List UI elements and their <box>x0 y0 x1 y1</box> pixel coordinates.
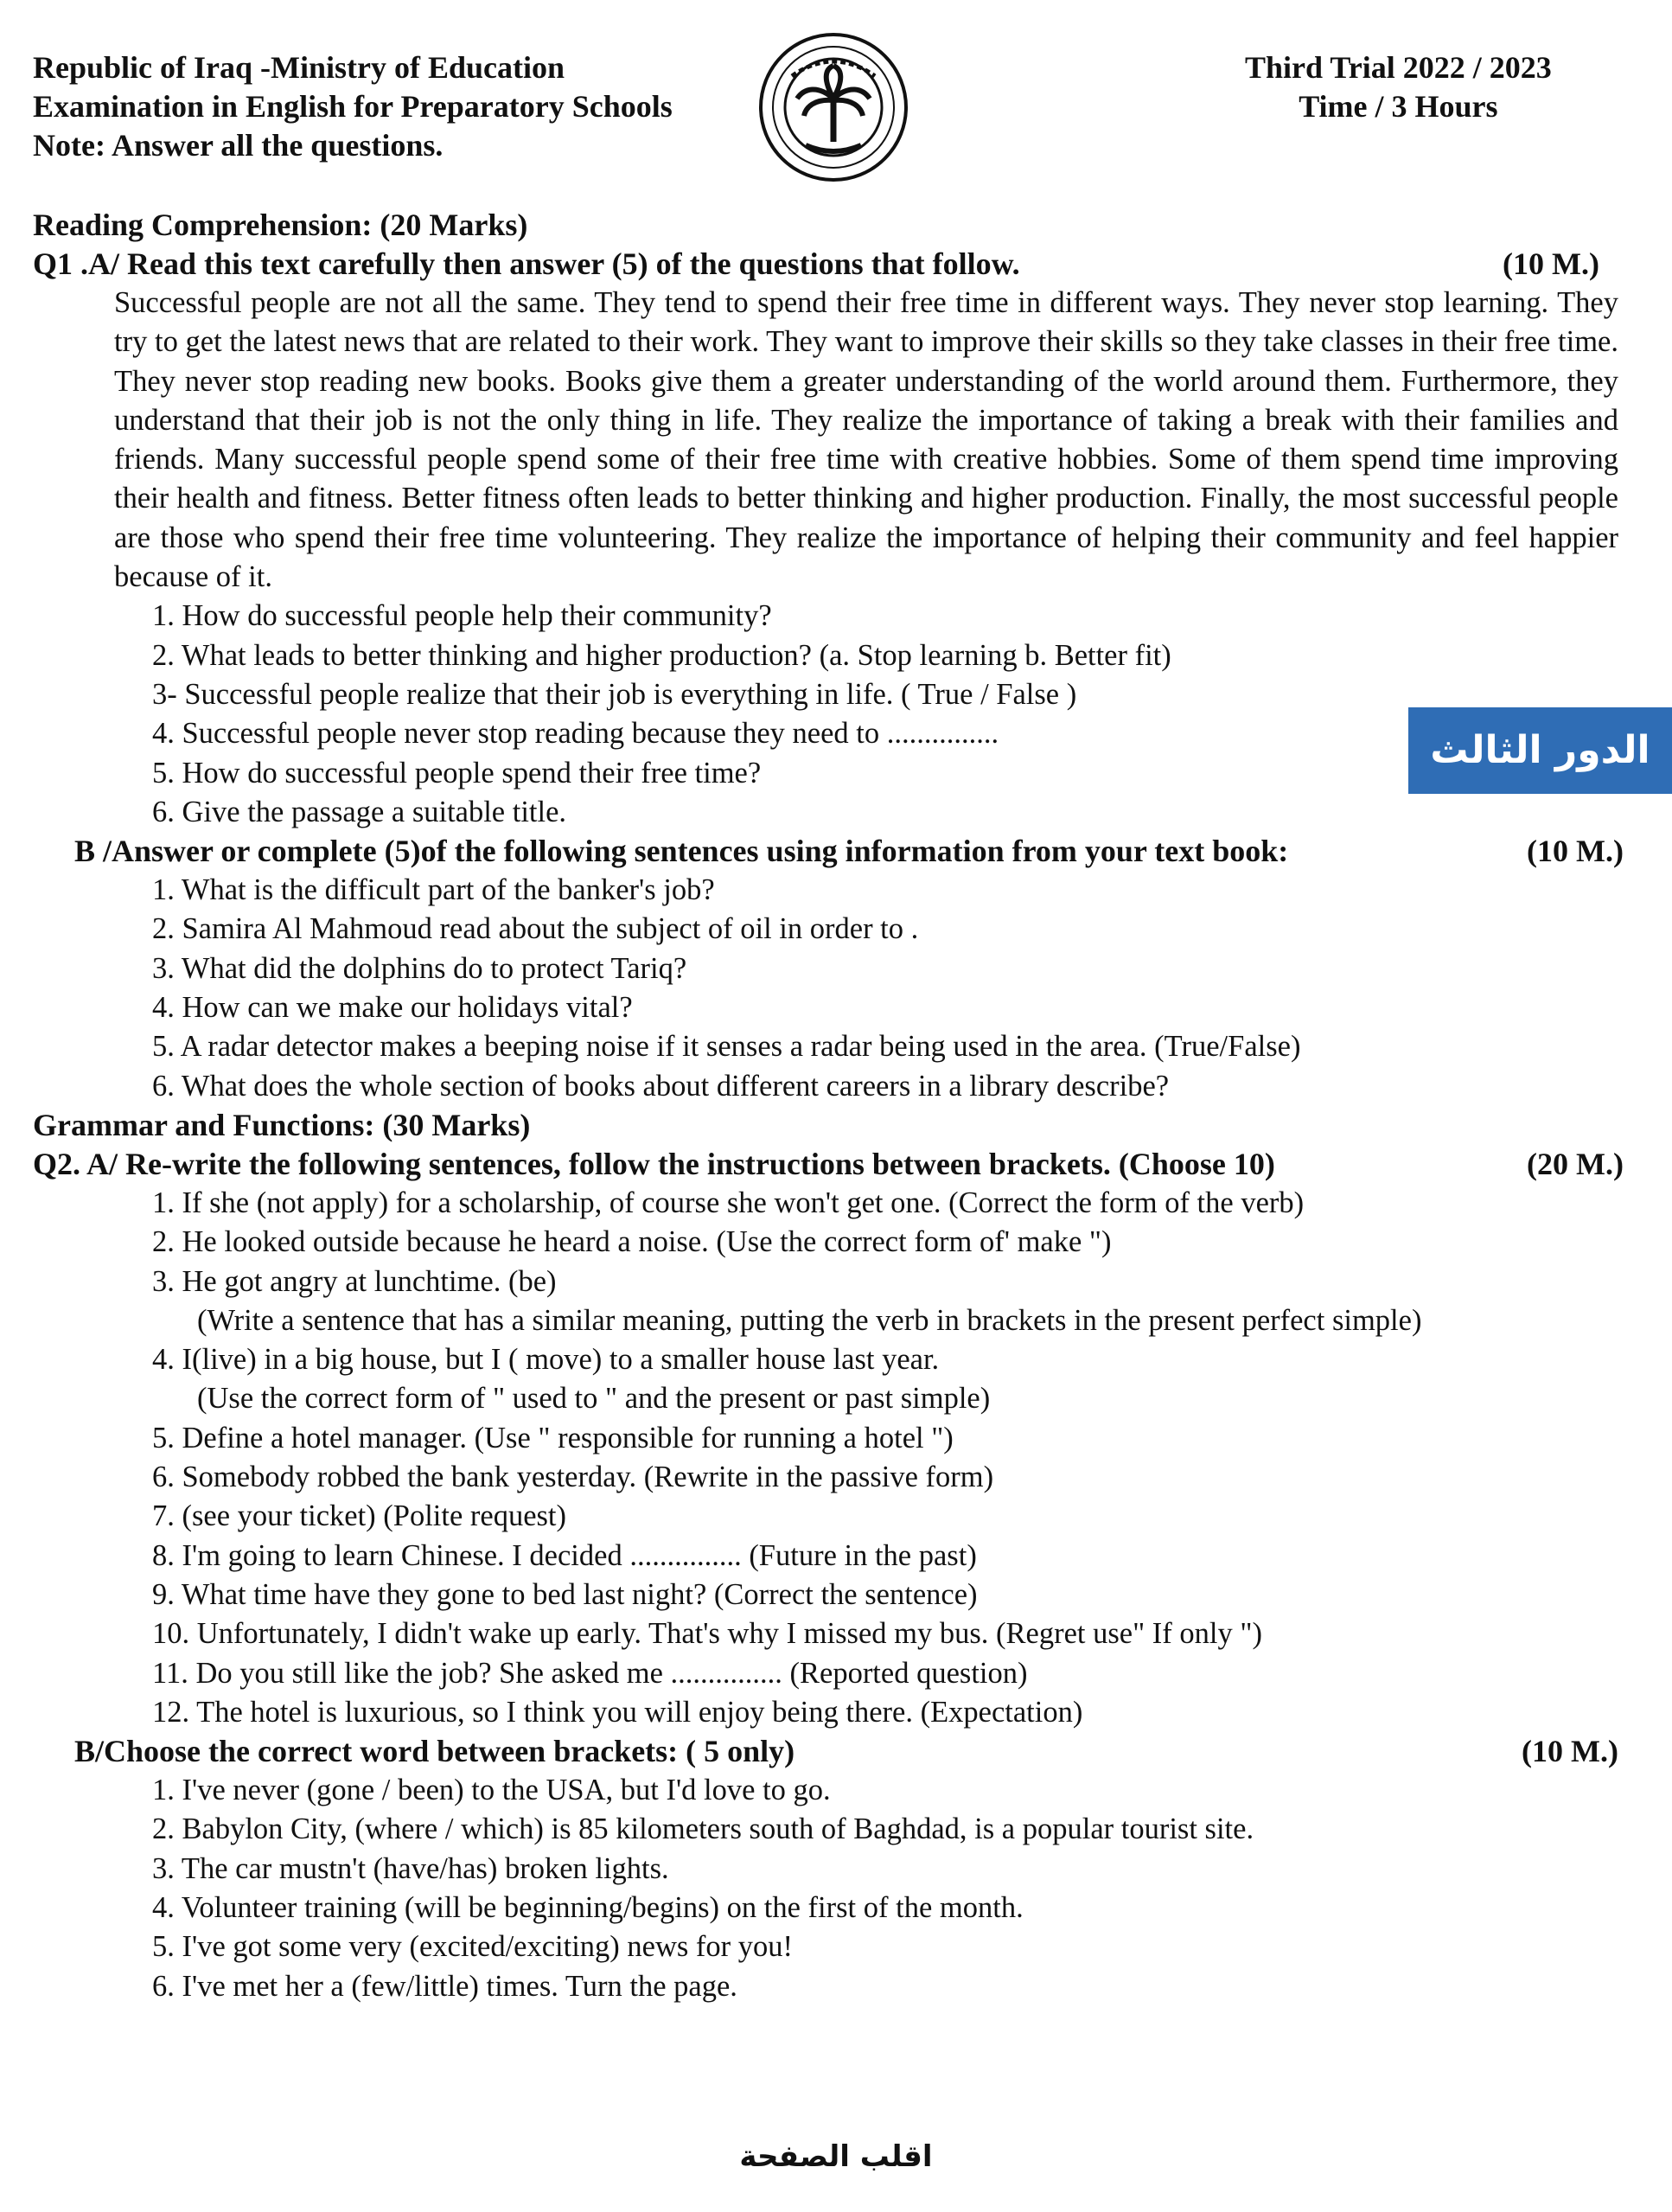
q2b-heading <box>33 1732 1639 1771</box>
question-item: 6. I've met her a (few/little) times. Turn the page. <box>152 1969 737 2003</box>
question-item: 2. Samira Al Mahmoud read about the subject of oil in order to . <box>152 912 919 946</box>
question-item: 3. What did the dolphins do to protect Tariq? <box>152 951 687 985</box>
question-instruction: (Write a sentence that has a similar meaning, putting the verb in brackets in the present perfect simple) <box>197 1303 1422 1337</box>
q2a-heading-text: Q2. A/ Re-write the following sentences, follow the instructions between brackets. (Choose 10) <box>33 1146 1275 1181</box>
question-item: 3- Successful people realize that their job is everything in life. ( True / False ) <box>152 677 1077 711</box>
question-text: 4. I(live) in a big house, but I ( move) to a smaller house last year. <box>152 1343 940 1377</box>
q2a-questions <box>33 1184 1639 1732</box>
question-item: 1. What is the difficult part of the banker's job? <box>152 873 715 907</box>
trial-label: Third Trial 2022 / 2023 <box>1245 50 1552 85</box>
question-item: 2. Babylon City, (where / which) is 85 kilometers south of Baghdad, is a popular tourist site. <box>152 1812 1254 1846</box>
header-note: Note: Answer all the questions. <box>33 128 444 163</box>
q1a-questions <box>33 597 1639 832</box>
question-item: 4. Successful people never stop reading because they need to ............... <box>152 717 999 751</box>
question-item: 1. If she (not apply) for a scholarship, of course she won't get one. (Correct the form of the verb) <box>152 1186 1305 1219</box>
header-ministry: Republic of Iraq -Ministry of Education <box>33 50 565 85</box>
question-item: 10. Unfortunately, I didn't wake up early. That's why I missed my bus. (Regret use" If only ") <box>152 1617 1262 1651</box>
question-item: 2. He looked outside because he heard a noise. (Use the correct form of' make ") <box>152 1225 1112 1259</box>
question-text: 3. He got angry at lunchtime. (be) <box>152 1264 557 1298</box>
q2b-heading-text: B/Choose the correct word between brackets: ( 5 only) <box>74 1734 795 1769</box>
q2a-marks: (20 M.) <box>1527 1146 1624 1181</box>
q1a-marks: (10 M.) <box>1503 246 1599 281</box>
question-item: 2. What leads to better thinking and higher production? (a. Stop learning b. Better fit) <box>152 638 1171 672</box>
q2b-marks: (10 M.) <box>1522 1734 1618 1769</box>
exam-header <box>33 48 673 165</box>
q1a-heading <box>33 245 1639 284</box>
question-instruction: (Use the correct form of " used to " and the present or past simple) <box>197 1382 991 1416</box>
question-item: 3. The car mustn't (have/has) broken lights. <box>152 1851 669 1885</box>
question-item: 6. Somebody robbed the bank yesterday. (Rewrite in the passive form) <box>152 1461 994 1494</box>
question-item: 6. Give the passage a suitable title. <box>152 795 567 828</box>
ministry-seal-icon <box>757 31 909 183</box>
question-item: 12. The hotel is luxurious, so I think you will enjoy being there. (Expectation) <box>152 1695 1083 1729</box>
question-item: 7. (see your ticket) (Polite request) <box>152 1499 567 1533</box>
question-item: 9. What time have they gone to bed last night? (Correct the sentence) <box>152 1577 978 1611</box>
grammar-section-title: Grammar and Functions: (30 Marks) <box>33 1107 531 1142</box>
question-item: 1. How do successful people help their community? <box>152 599 772 633</box>
question-item: 5. Define a hotel manager. (Use " responsible for running a hotel ") <box>152 1421 954 1454</box>
question-item: 1. I've never (gone / been) to the USA, but I'd love to go. <box>152 1774 831 1807</box>
q2b-questions <box>33 1771 1639 2006</box>
q1b-marks: (10 M.) <box>1527 834 1624 869</box>
question-item: 8. I'm going to learn Chinese. I decided ............... (Future in the past) <box>152 1538 977 1572</box>
question-item: 4. How can we make our holidays vital? <box>152 991 633 1025</box>
exam-body <box>33 206 1639 2006</box>
question-item: 4. Volunteer training (will be beginning/begins) on the first of the month. <box>152 1890 1024 1924</box>
question-item: 5. I've got some very (excited/exciting) news for you! <box>152 1930 794 1964</box>
reading-section-title: Reading Comprehension: (20 Marks) <box>33 208 528 242</box>
q1b-heading <box>33 832 1639 871</box>
q1b-heading-text: B /Answer or complete (5)of the following sentences using information from your text book: <box>74 834 1289 869</box>
header-exam-title: Examination in English for Preparatory Schools <box>33 89 673 124</box>
question-item: 6. What does the whole section of books about different careers in a library describe? <box>152 1069 1170 1103</box>
time-label: Time / 3 Hours <box>1299 89 1498 124</box>
question-item <box>152 1340 1639 1419</box>
reading-passage: Successful people are not all the same. They tend to spend their free time in different ways. They never stop learning. They try to get the latest news that are related to their work. They want to improve their skills so they take classes in their free time. They never stop reading new books. Books give them a greater understanding of the world around them. Furthermore, they understand that their job is not the only thing in life. They realize the importance of taking a break with their families and friends. Many successful people spend some of their free time with creative hobbies. Some of them spend time improving their health and fitness. Better fitness often leads to better thinking and higher production. Finally, the most successful people are those who spend their free time volunteering. They realize the importance of helping their community and feel happier because of it. <box>114 286 1618 594</box>
question-item <box>152 1263 1639 1341</box>
exam-meta <box>1245 48 1552 126</box>
q1a-heading-text: Q1 .A/ Read this text carefully then answer (5) of the questions that follow. <box>33 246 1020 281</box>
round-badge: الدور الثالث <box>1408 707 1672 794</box>
question-item: 11. Do you still like the job? She asked me ............... (Reported question) <box>152 1656 1028 1690</box>
q2a-heading <box>33 1145 1639 1184</box>
question-item: 5. A radar detector makes a beeping noise if it senses a radar being used in the area. (True/False) <box>152 1030 1301 1064</box>
question-item: 5. How do successful people spend their free time? <box>152 756 762 790</box>
turn-page-note: اقلب الصفحة <box>739 2139 933 2174</box>
q1b-questions <box>33 871 1639 1106</box>
